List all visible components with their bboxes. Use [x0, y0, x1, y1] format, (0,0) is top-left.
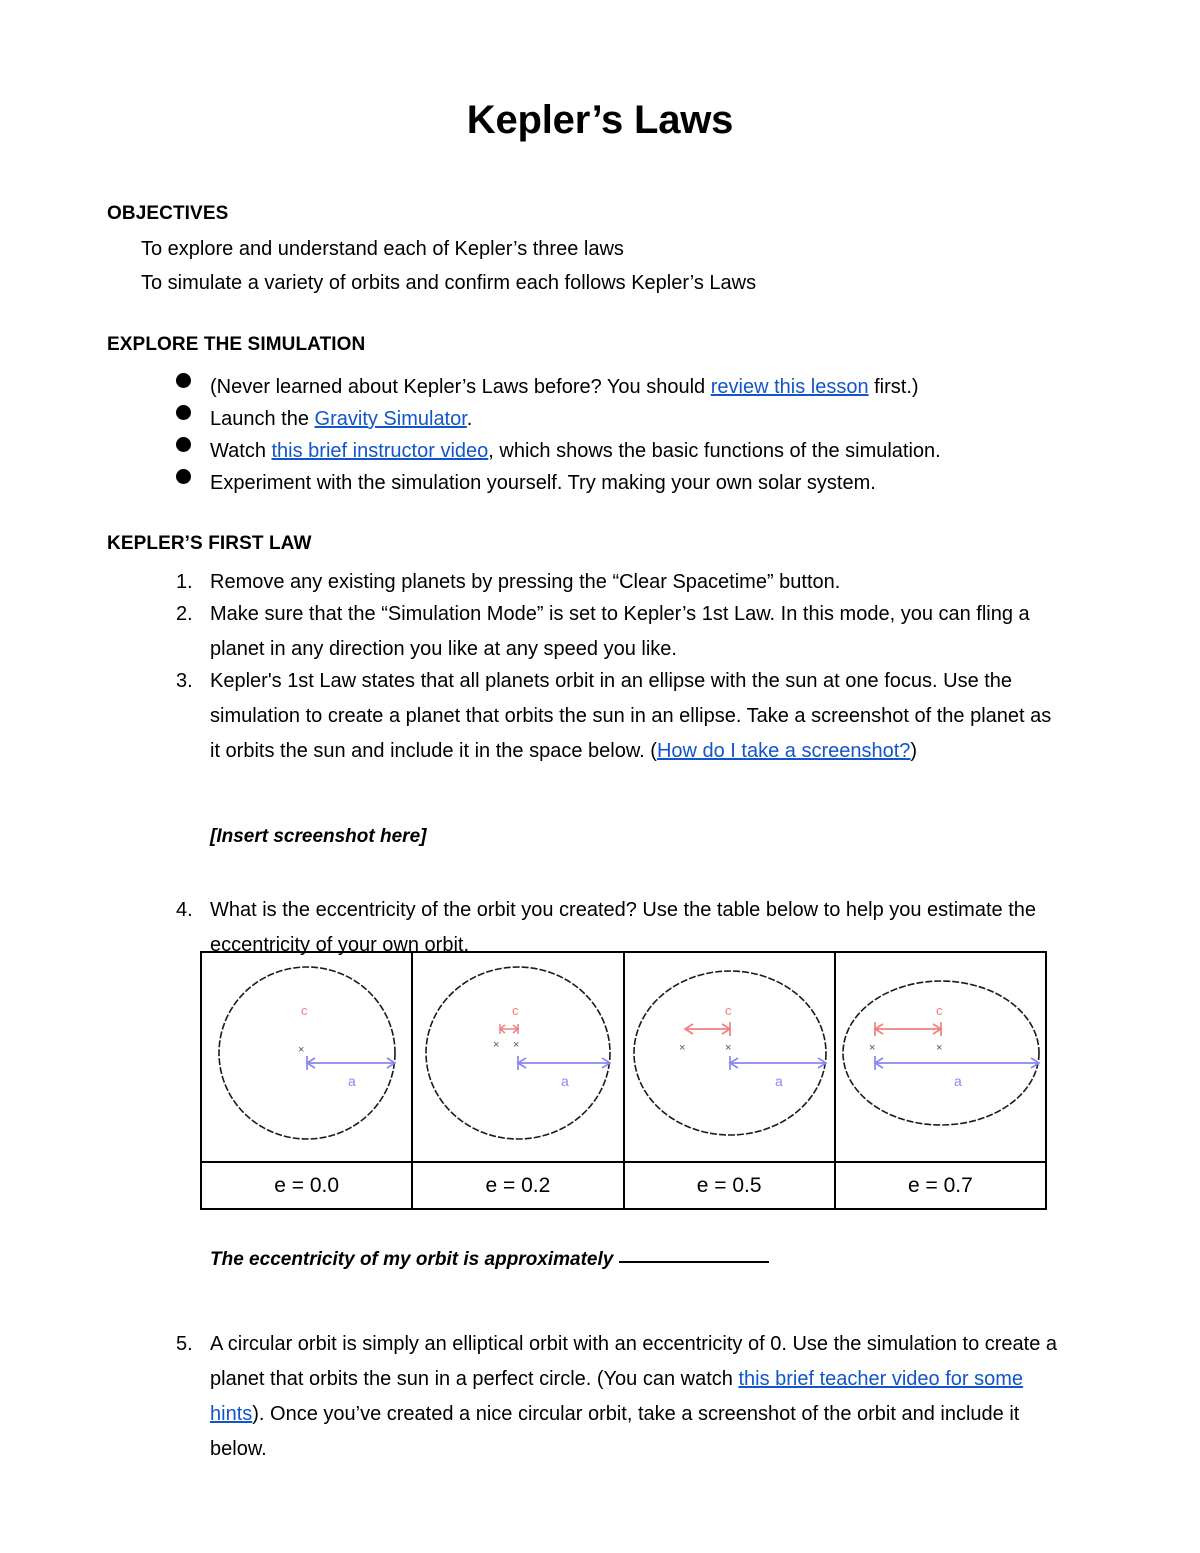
svg-text:×: × [724, 1042, 731, 1054]
a-label: a [774, 1073, 783, 1089]
svg-text:×: × [868, 1042, 876, 1054]
ellipse-diagram-e05 [625, 953, 834, 1161]
bullet-icon [176, 405, 191, 420]
list-item [176, 370, 1126, 404]
list-number: 5. [176, 1333, 193, 1355]
eccentricity-label-e05: e = 0.5 [624, 1162, 835, 1209]
list-number: 3. [176, 670, 193, 692]
first-law-heading: KEPLER’S FIRST LAW [107, 533, 312, 554]
bullet-icon [176, 437, 191, 452]
objective-line-1: To explore and understand each of Kepler’s three laws [141, 238, 624, 260]
bullet-text-after: . [466, 408, 473, 430]
list-number: 1. [176, 571, 193, 593]
list-item-text-before: A circular orbit is simply an elliptical orbit with an eccentricity of 0. Use the simulation to create a planet that orbits the sun in a perfect circle. (You can watch [210, 1333, 1058, 1390]
bullet-icon [176, 469, 191, 484]
table-row-figures [201, 952, 1046, 1162]
bullet-text [210, 402, 1126, 436]
eccentricity-table [200, 951, 1047, 1210]
table-row-labels [201, 1162, 1046, 1209]
how-to-screenshot-link[interactable]: How do I take a screenshot? [656, 740, 911, 762]
ellipse-diagram-e07 [836, 953, 1045, 1161]
bullet-text-before: Watch [210, 440, 272, 462]
svg-text:×: × [935, 1042, 943, 1054]
c-label: c [724, 1003, 731, 1018]
list-item [176, 565, 1066, 600]
svg-text:×: × [678, 1042, 685, 1054]
ellipse-cell-e07 [835, 952, 1046, 1162]
bullet-text-before: (Never learned about Kepler’s Laws before? You should [210, 376, 711, 398]
fill-in-blank[interactable] [619, 1261, 769, 1263]
insert-screenshot-note: [Insert screenshot here] [210, 826, 427, 847]
bullet-text [210, 434, 1126, 468]
c-label: c [301, 1003, 308, 1018]
svg-text:×: × [298, 1044, 305, 1056]
fill-in-label: The eccentricity of my orbit is approximately [210, 1249, 614, 1270]
explore-heading: EXPLORE THE SIMULATION [107, 334, 366, 355]
list-item-text [210, 664, 1066, 769]
objective-line-2: To simulate a variety of orbits and confirm each follows Kepler’s Laws [141, 272, 757, 294]
list-number: 4. [176, 899, 193, 921]
svg-text:×: × [493, 1039, 500, 1051]
a-label: a [953, 1073, 962, 1089]
bullet-text [210, 370, 1126, 404]
list-item [176, 664, 1066, 769]
list-item-text-after: ). Once you’ve created a nice circular orbit, take a screenshot of the orbit and include it below. [210, 1403, 1020, 1460]
instructor-video-link[interactable]: this brief instructor video [271, 440, 489, 462]
eccentricity-fill-in-line [210, 1249, 769, 1271]
eccentricity-label-e02: e = 0.2 [412, 1162, 623, 1209]
gravity-simulator-link[interactable]: Gravity Simulator [314, 408, 467, 430]
page-title: Kepler’s Laws [466, 98, 734, 142]
review-this-lesson-link[interactable]: review this lesson [710, 376, 869, 398]
bullet-text-after: , which shows the basic functions of the simulation. [488, 440, 941, 462]
c-label: c [935, 1003, 943, 1018]
a-label: a [348, 1073, 356, 1089]
list-item [176, 1327, 1066, 1467]
svg-text:×: × [513, 1039, 520, 1051]
list-item-text: What is the eccentricity of the orbit you created? Use the table below to help you estimate the eccentricity of your own orbit. [210, 899, 1037, 956]
ellipse-cell-e02 [412, 952, 623, 1162]
list-item-text-before: Kepler's 1st Law states that all planets orbit in an ellipse with the sun at one focus. Use the simulation to create a planet that orbits the sun in an ellipse. Take a screenshot of the planet as it orbits the sun and include it in the space below. ( [210, 670, 1052, 762]
bullet-icon [176, 373, 191, 388]
list-item-text-after: ) [910, 740, 918, 762]
ellipse-diagram-e00 [202, 953, 411, 1161]
ellipse-cell-e05 [624, 952, 835, 1162]
ellipse-diagram-e02 [413, 953, 622, 1161]
list-number: 2. [176, 603, 193, 625]
bullet-text-after: first.) [868, 376, 919, 398]
teacher-video-link[interactable]: this brief teacher video for some hints [210, 1368, 1024, 1425]
list-item-text [210, 1327, 1066, 1467]
eccentricity-label-e07: e = 0.7 [835, 1162, 1046, 1209]
eccentricity-label-e00: e = 0.0 [201, 1162, 412, 1209]
bullet-text: Experiment with the simulation yourself. Try making your own solar system. [210, 472, 876, 494]
list-item [176, 597, 1066, 667]
ellipse-cell-e00 [201, 952, 412, 1162]
bullet-text-before: Launch the [210, 408, 315, 430]
list-item-text: Make sure that the “Simulation Mode” is set to Kepler’s 1st Law. In this mode, you can fling a planet in any direction you like at any speed you like. [210, 603, 1030, 660]
objectives-heading: OBJECTIVES [107, 203, 229, 224]
list-item-text: Remove any existing planets by pressing the “Clear Spacetime” button. [210, 571, 841, 593]
a-label: a [561, 1073, 570, 1089]
list-item [176, 466, 1126, 500]
list-item [176, 434, 1126, 468]
c-label: c [512, 1003, 519, 1018]
list-item [176, 402, 1126, 436]
